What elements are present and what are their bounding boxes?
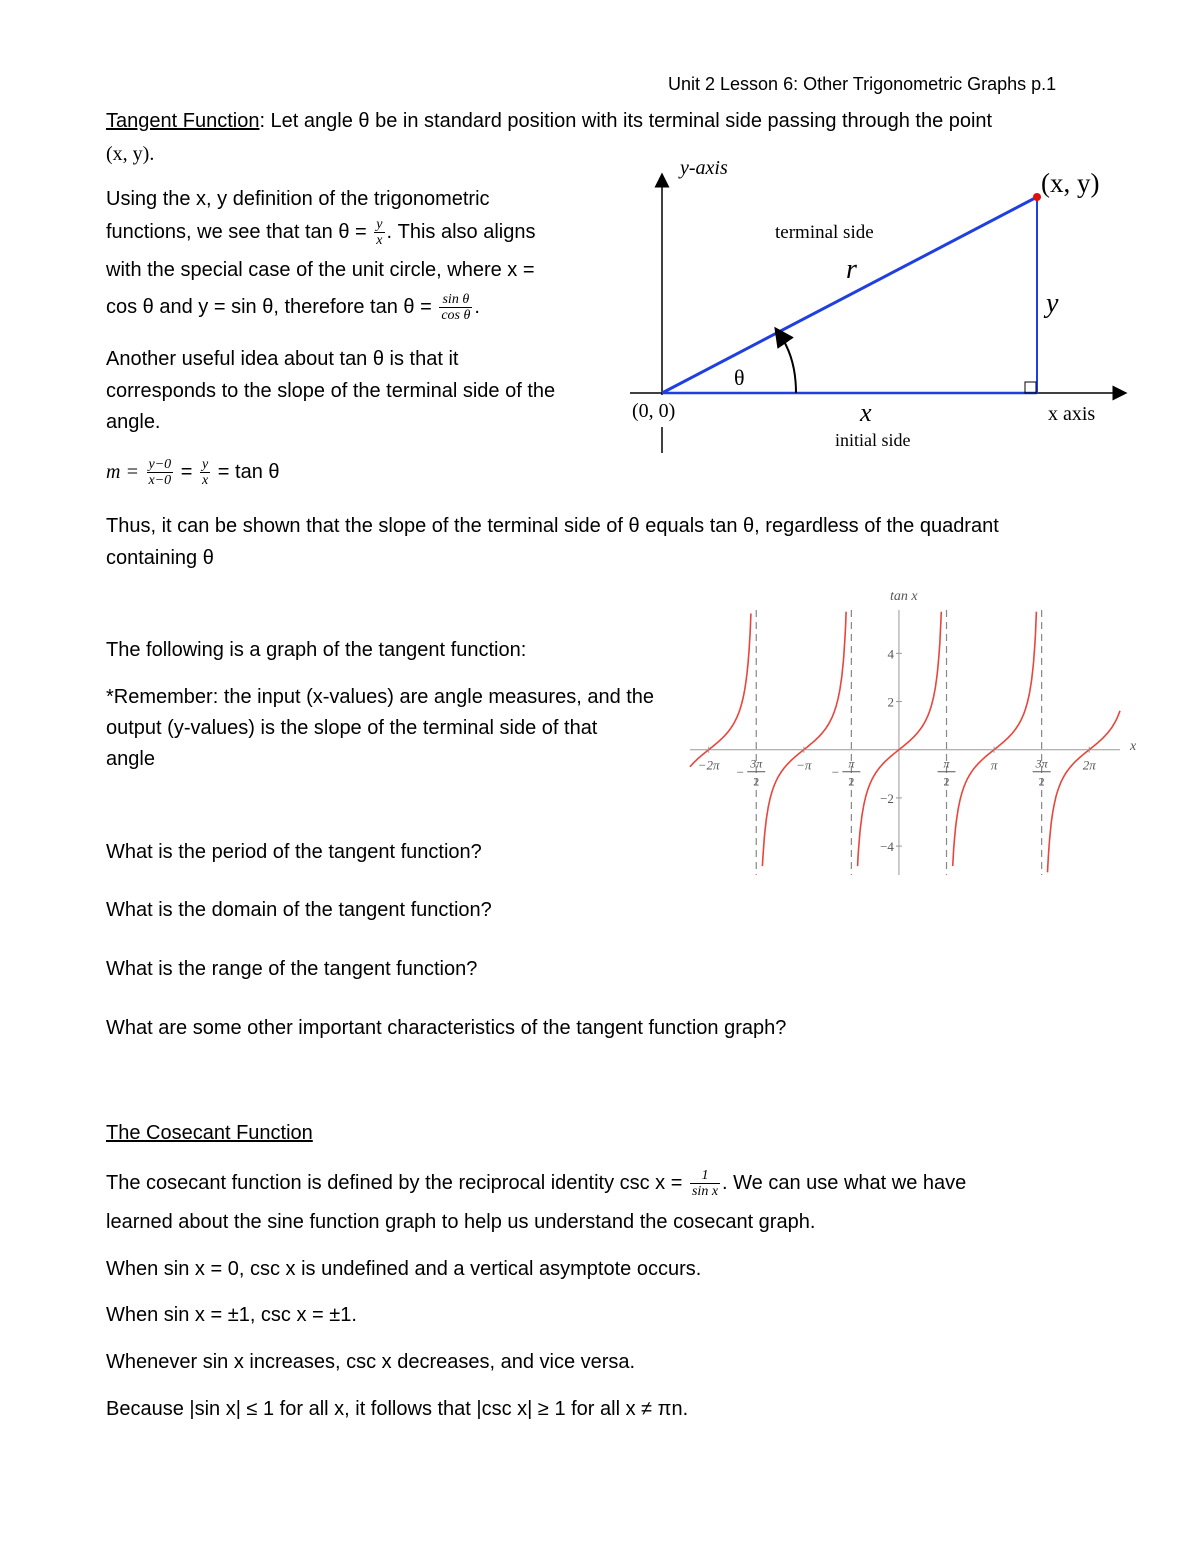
cosecant-definition-2: learned about the sine function graph to help us understand the cosecant graph.	[106, 1211, 816, 1233]
y-label: y	[1046, 288, 1059, 319]
thus-text-1: Thus, it can be shown that the slope of the terminal side of θ equals tan θ, regardless of the quadrant	[106, 515, 999, 537]
cosecant-line-2: When sin x = ±1, csc x = ±1.	[106, 1304, 357, 1326]
y-tick-label: −2	[880, 790, 894, 806]
tangent-intro-text: : Let angle θ be in standard position with its terminal side passing through the point	[259, 110, 993, 132]
slope-equation	[106, 456, 280, 488]
x-tick-label: 2π	[1082, 757, 1096, 773]
chart-title: tan x	[890, 589, 918, 604]
chart-xlabel: x	[1130, 739, 1137, 754]
cosecant-definition	[106, 1167, 1106, 1199]
y-tick-label: 4	[887, 646, 894, 662]
y-tick-label: −4	[880, 839, 894, 855]
tangent-triangle-diagram	[600, 150, 1140, 470]
x-tick-fraction-num: 3π	[750, 756, 763, 771]
frac-den: x−0	[148, 473, 172, 489]
tangent-point: (x, y).	[106, 143, 155, 165]
slope-text-2: corresponds to the slope of the terminal side of the	[106, 380, 556, 402]
remember-text-3: angle	[106, 748, 155, 770]
x-axis-label: x axis	[1048, 403, 1096, 425]
slope-text-1: Another useful idea about tan θ is that it	[106, 348, 459, 370]
csc-def-end: . We can use what we have	[722, 1172, 967, 1194]
terminal-side-label: terminal side	[775, 222, 874, 243]
y-over-x-fraction	[374, 217, 384, 248]
question-characteristics: What are some other important characteristics of the tangent function graph?	[106, 1017, 787, 1039]
slope-fraction-1	[147, 457, 174, 488]
x-tick-fraction-num: π	[848, 756, 855, 771]
x-tick-fraction-den: 2	[1038, 774, 1045, 789]
cosecant-line-4: Because |sin x| ≤ 1 for all x, it follows that |csc x| ≥ 1 for all x ≠ πn.	[106, 1398, 689, 1420]
tangent-def-1: Using the x, y definition of the trigonometric	[106, 188, 490, 210]
y-tick-label: 2	[887, 694, 894, 710]
point-marker	[1033, 193, 1041, 201]
x-tick-fraction-den: 2	[943, 774, 950, 789]
remember-text-1: *Remember: the input (x-values) are angle measures, and the	[106, 686, 655, 708]
one-over-sin-fraction	[690, 1168, 720, 1199]
tan-branch	[953, 612, 1037, 866]
question-period: What is the period of the tangent function?	[106, 841, 482, 863]
tan-branch	[690, 614, 751, 767]
origin-label: (0, 0)	[632, 400, 676, 422]
r-label: r	[846, 254, 857, 285]
tan-branch	[1048, 711, 1121, 873]
x-tick-fraction-den: 2	[753, 774, 760, 789]
tan-branch	[762, 612, 846, 866]
x-tick-label: π	[990, 757, 998, 773]
tangent-def-2	[106, 216, 535, 248]
x-tick-fraction-num: 3π	[1035, 756, 1048, 771]
theta-label: θ	[734, 365, 745, 390]
frac-num: y	[202, 457, 209, 473]
cosecant-line-3: Whenever sin x increases, csc x decreases, and vice versa.	[106, 1351, 636, 1373]
tangent-title: Tangent Function	[106, 110, 260, 132]
x-tick-fraction-den: 2	[848, 774, 855, 789]
page-header: Unit 2 Lesson 6: Other Trigonometric Graphs p.1	[668, 74, 1057, 94]
tan-branch	[858, 612, 942, 866]
tangent-intro	[106, 105, 1106, 137]
frac-num: y	[376, 217, 383, 233]
angle-arc	[780, 335, 796, 393]
frac-num: y−0	[148, 457, 172, 473]
frac-den: sin x	[691, 1184, 719, 1200]
tangent-def-4	[106, 291, 480, 323]
frac-num: sin θ	[439, 292, 472, 308]
question-range: What is the range of the tangent function?	[106, 958, 478, 980]
def-4-start: cos θ and y = sin θ, therefore tan θ =	[106, 296, 432, 318]
x-tick-fraction-num: π	[943, 756, 950, 771]
frac-den: x	[376, 233, 383, 249]
x-tick-minus: −	[736, 764, 744, 780]
csc-def-start: The cosecant function is defined by the reciprocal identity csc x =	[106, 1172, 683, 1194]
def-4-end: .	[474, 296, 480, 318]
y-axis-label: y-axis	[680, 157, 728, 179]
graph-intro: The following is a graph of the tangent function:	[106, 639, 527, 661]
remember-text-2: output (y-values) is the slope of the terminal side of that	[106, 717, 598, 739]
initial-side-label: initial side	[835, 430, 911, 450]
x-tick-label: −π	[796, 757, 812, 773]
question-domain: What is the domain of the tangent function?	[106, 899, 492, 921]
frac-num: 1	[690, 1168, 720, 1184]
slope-text-3: angle.	[106, 411, 161, 433]
x-label: x	[860, 398, 872, 427]
def-2-start: functions, we see that tan θ =	[106, 221, 367, 243]
def-2-end: . This also aligns	[386, 221, 536, 243]
frac-den: cos θ	[441, 308, 471, 324]
point-label: (x, y)	[1041, 168, 1100, 198]
x-tick-label: −2π	[697, 757, 720, 773]
x-tick-minus: −	[831, 764, 840, 780]
tangent-graph	[680, 580, 1150, 880]
slope-m: m =	[106, 461, 139, 483]
thus-text-2: containing θ	[106, 547, 214, 569]
tangent-def-3: with the special case of the unit circle, where x =	[106, 259, 535, 281]
slope-end: = tan θ	[217, 461, 280, 483]
sin-over-cos-fraction	[439, 292, 472, 323]
slope-equals: =	[180, 461, 193, 483]
frac-den: x	[202, 473, 209, 489]
right-angle-mark	[1025, 382, 1036, 393]
slope-fraction-2	[200, 457, 210, 488]
cosecant-title: The Cosecant Function	[106, 1122, 313, 1144]
cosecant-line-1: When sin x = 0, csc x is undefined and a vertical asymptote occurs.	[106, 1258, 702, 1280]
